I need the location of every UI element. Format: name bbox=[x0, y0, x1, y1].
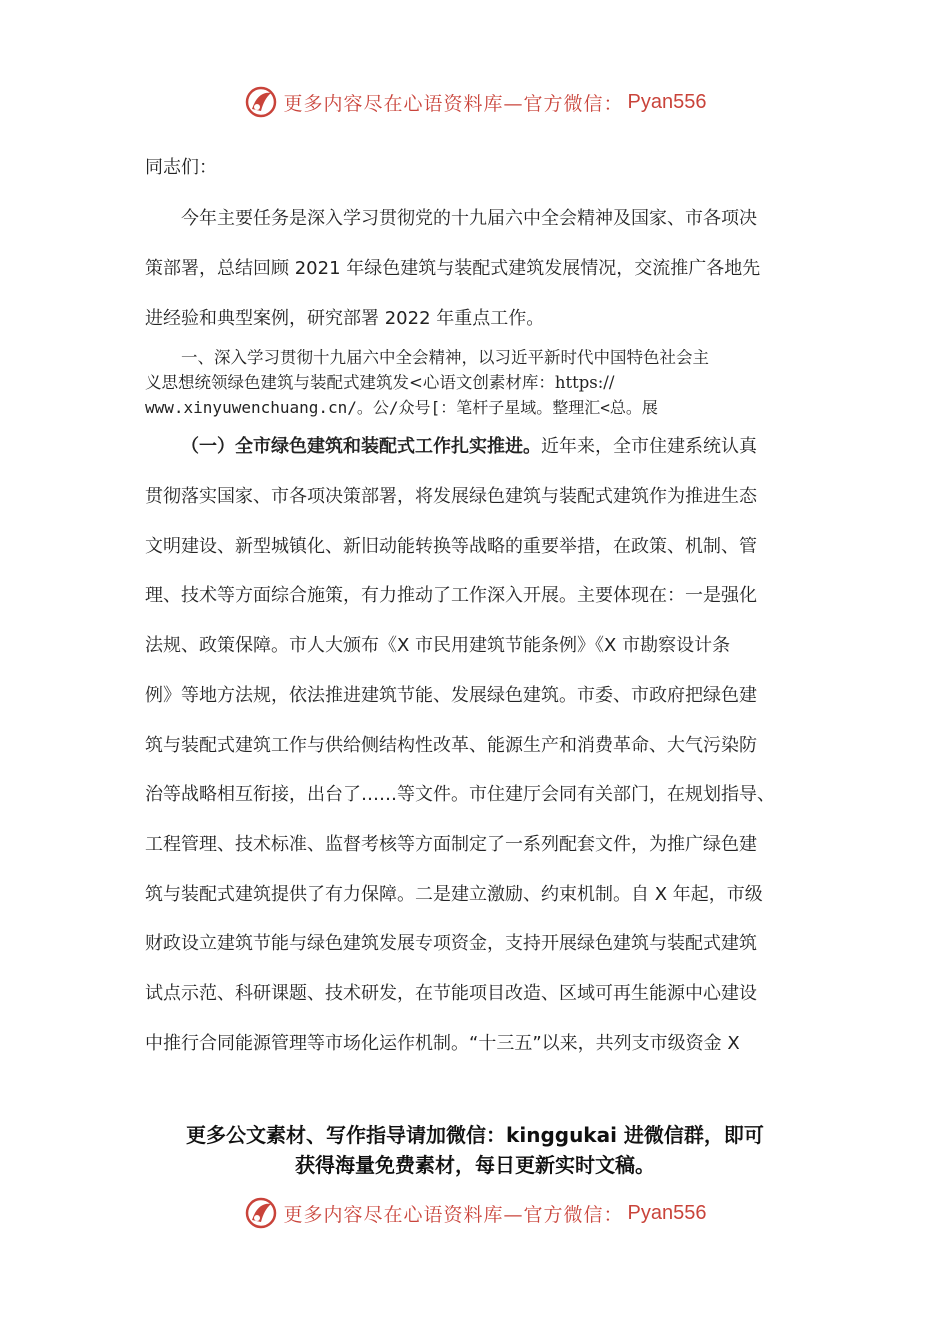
paragraph-line: 例》等地方法规，依法推进建筑节能、发展绿色建筑。市委、市政府把绿色建 bbox=[145, 685, 757, 706]
subheading: （一）全市绿色建筑和装配式工作扎实推进。 bbox=[181, 436, 541, 457]
paragraph-line: 筑与装配式建筑工作与供给侧结构性改革、能源生产和消费革命、大气污染防 bbox=[145, 735, 757, 756]
paragraph-line: 文明建设、新型城镇化、新旧动能转换等战略的重要举措，在政策、机制、管 bbox=[145, 536, 757, 557]
header-wechat-id: Pyan556 bbox=[627, 90, 707, 113]
paragraph-line: 法规、政策保障。市人大颁布《X 市民用建筑节能条例》《X 市勘察设计条 bbox=[145, 635, 731, 656]
footer-banner bbox=[0, 1193, 950, 1233]
intro-line: 进经验和典型案例，研究部署 2022 年重点工作。 bbox=[145, 308, 545, 329]
paragraph-line: 治等战略相互衔接，出台了……等文件。市住建厅会同有关部门，在规划指导、 bbox=[145, 784, 775, 805]
salutation: 同志们： bbox=[145, 157, 217, 178]
footer-note-line: 获得海量免费素材，每日更新实时文稿。 bbox=[295, 1153, 655, 1177]
brand-logo-icon bbox=[244, 1196, 278, 1230]
header-banner-text: 更多内容尽在心语资料库—官方微信： bbox=[283, 92, 624, 115]
footer-note-line: 更多公文素材、写作指导请加微信：kinggukai 进微信群，即可 bbox=[186, 1123, 764, 1147]
intro-line: 策部署，总结回顾 2021 年绿色建筑与装配式建筑发展情况，交流推广各地先 bbox=[145, 258, 761, 279]
section-heading-line: 义思想统领绿色建筑与装配式建筑发<心语文创素材库：https:// bbox=[145, 373, 615, 392]
paragraph-line: 中推行合同能源管理等市场化运作机制。“十三五”以来，共列支市级资金 X bbox=[145, 1033, 740, 1054]
paragraph-line: 工程管理、技术标准、监督考核等方面制定了一系列配套文件，为推广绿色建 bbox=[145, 834, 757, 855]
section-heading-line: www.xinyuwenchuang.cn/。公/众号[：笔杆子星域。整理汇<总。展 bbox=[145, 398, 658, 417]
section-heading-line: 一、深入学习贯彻十九届六中全会精神，以习近平新时代中国特色社会主 bbox=[181, 348, 709, 367]
footer-wechat-id: Pyan556 bbox=[627, 1201, 707, 1224]
brand-logo-icon bbox=[244, 85, 278, 119]
intro-line: 今年主要任务是深入学习贯彻党的十九届六中全会精神及国家、市各项决 bbox=[181, 208, 757, 229]
footer-banner-text: 更多内容尽在心语资料库—官方微信： bbox=[283, 1203, 624, 1226]
paragraph-line: 试点示范、科研课题、技术研发，在节能项目改造、区域可再生能源中心建设 bbox=[145, 983, 757, 1004]
subheading-tail: 近年来，全市住建系统认真 bbox=[541, 436, 757, 457]
paragraph-line: 筑与装配式建筑提供了有力保障。二是建立激励、约束机制。自 X 年起，市级 bbox=[145, 884, 763, 905]
header-banner bbox=[0, 82, 950, 122]
paragraph-line: 理、技术等方面综合施策，有力推动了工作深入开展。主要体现在：一是强化 bbox=[145, 585, 757, 606]
paragraph-line: 财政设立建筑节能与绿色建筑发展专项资金，支持开展绿色建筑与装配式建筑 bbox=[145, 933, 757, 954]
subheading-line bbox=[181, 433, 757, 461]
paragraph-line: 贯彻落实国家、市各项决策部署，将发展绿色建筑与装配式建筑作为推进生态 bbox=[145, 486, 757, 507]
